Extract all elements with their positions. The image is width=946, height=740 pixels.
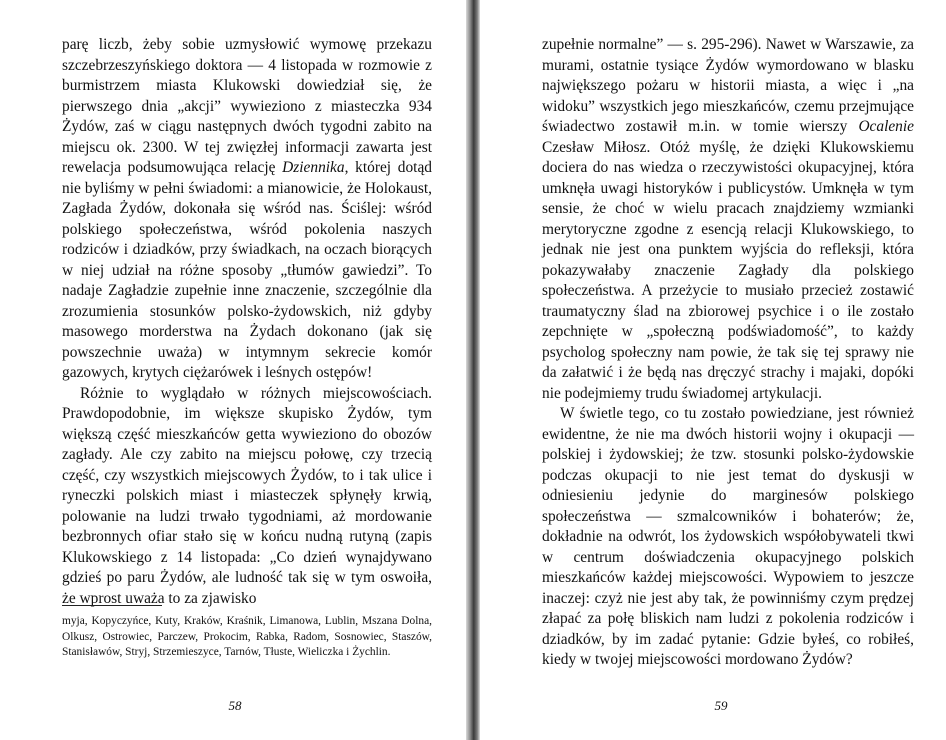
right-body-text [542,35,914,671]
left-paragraph-1-italic-title: Dziennika [282,159,345,176]
right-paragraph-1-part-a: zupełnie normalne” — s. 295-296). Nawet w Warszawie, za murami, ostatnie tysiące Żydów wymordowano w blasku największego pożaru w historii miasta, a więc i „na widoku” wszystkich jego mieszkańców, czemu przejmujące świadectwo zostawił m.in. w tomie wierszy [542,36,914,135]
left-paragraph-1-part-a: parę liczb, żeby sobie uzmysłowić wymowę przekazu szczebrzeszyńskiego doktora — 4 listopada w rozmowie z burmistrzem miasta Klukowski dowiedział się, że pierwszego dnia „akcji” wywieziono z miasteczka 934 Żydów, zaś w ciągu następnych dwóch tygodni zabito na miejscu ok. 2300. W tej zwięzłej informacji zawarta jest rewelacja podsumowująca relację [62,36,432,176]
right-page [476,0,946,740]
left-page [0,0,470,740]
right-paragraph-1-part-b: Czesław Miłosz. Otóż myślę, że dzięki Klukowskiemu dociera do nas wiedza o rzeczywistości okupacyjnej, która umknęła uwagi historyków i publicystów. Umknęła w tym sensie, że choć w wielu pracach znajdziemy wzmianki merytoryczne zgodne z esencją relacji Klukowskiego, to jednak nie jest ona punktem wyjścia do refleksji, która pokazywałaby znaczenie Zagłady dla polskiego społeczeństwa. A przeżycie to musiało przecież zostawić traumatyczny ślad na zbiorowej psychice i o ile zostało zepchnięte w „społeczną podświadomość”, to każdy psycholog społeczny nam powie, że tak się tej sprawy nie da załatwić i że będą nas dręczyć strachy i majaki, dopóki nie podejmiemy trudu świadomej artykulacji. [542,138,914,402]
right-paragraph-2: W świetle tego, co tu zostało powiedziane, jest również ewidentne, że nie ma dwóch historii wojny i okupacji — polskiej i żydowskiej; że tzw. stosunki polsko-żydowskie podczas okupacji to nie jest temat do dyskusji w odniesieniu jedynie do marginesów polskiego społeczeństwa — szmalcowników i bohaterów; że, dokładnie na odwrót, los żydowskich współobywateli tkwi w centrum doświadczenia okupacyjnego polskich mieszkańców każdej miejscowości. Wypowiem to jeszcze inaczej: czyż nie jest aby tak, że powinniśmy czym prędzej złapać za połę bliskich nam ludzi z pokolenia rodziców i dziadków, by im zadać pytanie: Gdzie byłeś, co robiłeś, kiedy w twojej miejscowości mordowano Żydów? [542,405,914,668]
left-page-number: 58 [228,698,242,713]
left-paragraph-1-part-b: , której dotąd nie byliśmy w pełni świadomi: a mianowicie, że Holokaust, Zagłada Żydów, dokonała się wśród nas. Ściślej: wśród polskiego społeczeństwa, wśród pokolenia naszych rodziców i dziadków, przy świadkach, na oczach biorących w niej udział na różne sposoby „tłumów gawiedzi”. To nadaje Zagładzie zupełnie inne znaczenie, szczególnie dla zrozumienia stosunków polsko-żydowskich, niż gdyby masowego morderstwa na Żydach dokonano (jak się powszechnie uważa) w intymnym sekrecie komór gazowych, krytych ciężarówek i leśnych ostępów! [62,159,432,381]
left-paragraph-1 [62,35,432,384]
left-footnote: myja, Kopyczyńce, Kuty, Kraków, Kraśnik, Limanowa, Lublin, Mszana Dolna, Olkusz, Ostrowiec, Parczew, Prokocim, Rabka, Radom, Sosnowiec, Staszów, Stanisławów, Stryj, Strzemieszyce, Tarnów, Tłuste, Wieliczka i Żychlin. [62,615,432,658]
footnote-divider [62,605,162,606]
right-paragraph-1 [542,35,914,404]
left-paragraph-2: Różnie to wyglądało w różnych miejscowościach. Prawdopodobnie, im większe skupisko Żydów, tym większą część mieszkańców getta wywieziono do obozów zagłady. Ale czy zabito na miejscu połowę, czy trzecią część, czy wszystkich miejscowych Żydów, to i tak ulice i ryneczki polskich miast i miasteczek spłynęły krwią, polowanie na ludzi trwało tygodniami, aż mordowanie bezbronnych ofiar stało się w końcu nudną rutyną (zapis Klukowskiego z 14 listopada: „Co dzień wynajdywano gdzieś po paru Żydów, ale ludność tak się w tym oswoiła, że wprost uważa to za zjawisko [62,384,432,607]
left-body-text [62,35,432,609]
right-page-number: 59 [714,698,728,713]
right-paragraph-1-italic-title: Ocalenie [858,118,914,135]
